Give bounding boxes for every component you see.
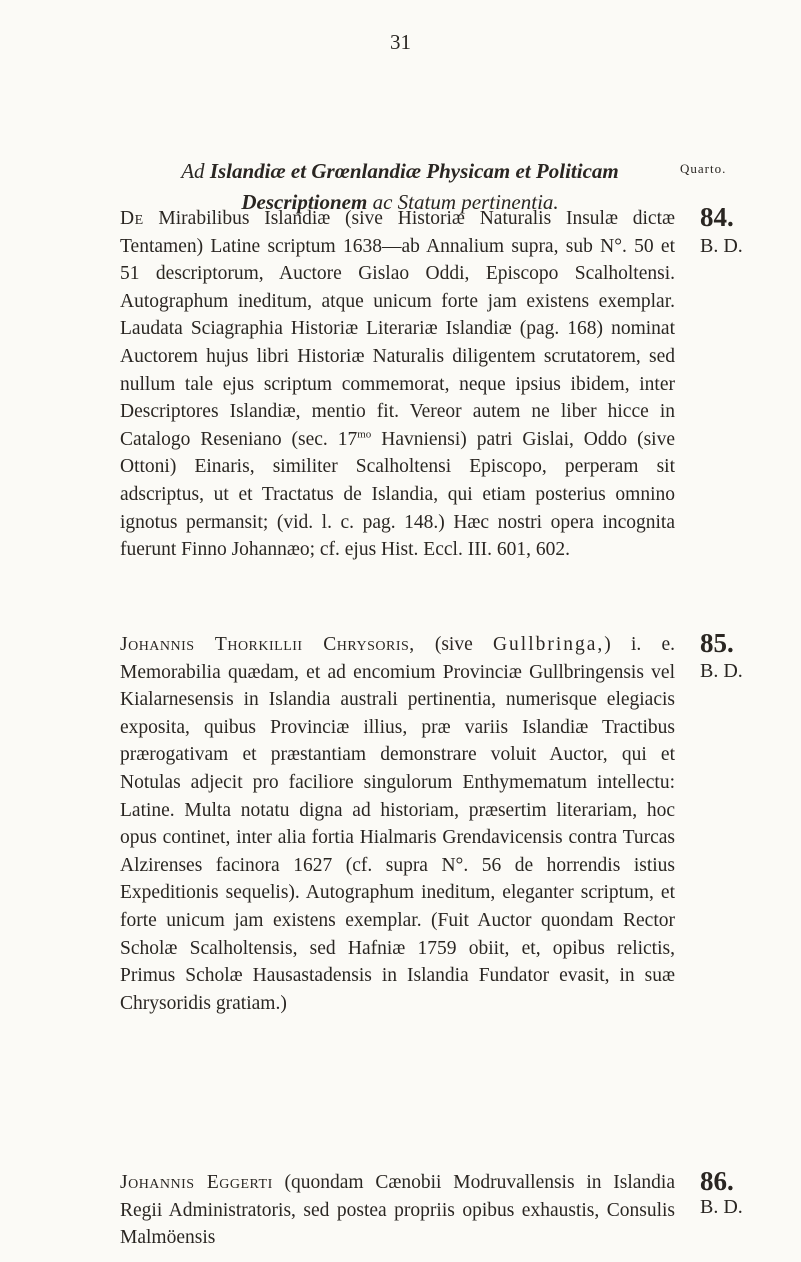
entry-text: (sive [414, 634, 493, 655]
entry-code: B. D. [700, 235, 743, 257]
entry-lead: De [120, 208, 144, 229]
catalog-entry-85 [120, 631, 675, 1017]
entry-superscript: mo [357, 428, 372, 441]
page-number: 31 [390, 30, 411, 54]
entry-lead: Johannis Thorkillii Chrysoris, [120, 634, 415, 655]
heading-suffix: ac Statum pertinentia. [367, 190, 559, 214]
entry-number: 86. [700, 1166, 734, 1196]
catalog-entry-84 [120, 205, 675, 564]
entry-text: Mirabilibus Islandiæ (sive Historiæ Naturalis Insulæ dictæ Tentamen) Latine scriptum 1638—ab Annalium supra, sub N°. 50 et 51 descriptorum, Auctore Gislao Oddi, Episcopo Scalholtensi. Autographum ineditum, atque unicum forte jam existens exemplar. Laudata Sciagraphia Historiæ Literariæ Islandiæ (pag. 168) nominat Auctorem hujus libri Historiæ Naturalis diligentem scrutatorem, sed nullum tale ejus scriptum commemorat, neque ipsius ibidem, inter Descriptores Islandiæ, mentio fit. Vereor autem ne liber hicce in Catalogo Reseniano (sec. 17 [120, 208, 675, 450]
entry-lead: Johannis Eggerti [120, 1172, 273, 1193]
entry-number: 85. [700, 628, 734, 658]
entry-code: B. D. [700, 660, 743, 682]
heading-prefix: Ad [181, 159, 210, 183]
entry-code: B. D. [700, 1196, 743, 1218]
entry-text-continued: Havniensi) patri Gislai, Oddo (sive Ottoni) Einaris, similiter Scalholtensi Episcopo, perperam sit adscriptus, ut et Tractatus de Islandia, qui etiam posterius omnino ignotus permansit; (vid. l. c. pag. 148.) Hæc nostri opera incognita fuerunt Finno Johannæo; cf. ejus Hist. Eccl. III. 601, 602. [120, 428, 675, 561]
entry-text-continued: ) i. e. Memorabilia quædam, et ad encomium Provinciæ Gullbringensis vel Kialarnesensis in Islandia australi pertinentia, numerisque elegiacis exposita, quibus Provinciæ illius, præ variis Islandiæ Tractibus prærogativam et præstantiam demonstrare voluit Auctor, qui et Notulas adjecit pro faciliore singulorum Enthymematum intellectu: Latine. Multa notatu digna ad historiam, præsertim literariam, hoc opus continet, inter alia fortia Hialmaris Grendavicensis contra Turcas Alzirenses facinora 1627 (cf. supra N°. 56 de horrendis istius Expeditionis sequelis). Autographum ineditum, eleganter scriptum, et forte unicum jam existens exemplar. (Fuit Auctor quondam Rector Scholæ Scalholtensis, sed Hafniæ 1759 obiit, et, opibus relictis, Primus Scholæ Hausastadensis in Islandia Fundator evasit, in suæ Chrysoridis gratiam.) [120, 634, 675, 1014]
entry-number: 84. [700, 202, 734, 232]
entry-spaced-title: Gullbringa, [492, 634, 605, 655]
format-label: Quarto. [680, 161, 727, 176]
catalog-entry-86 [120, 1169, 675, 1252]
entry-text: (quondam Cænobii Modruvallensis in Islandia Regii Administratoris, sed postea propriis opibus exhaustis, Consulis Malmöensis [120, 1172, 676, 1249]
heading-title: Islandiæ et Grœnlandiæ Physicam et Politicam Descriptionem [209, 159, 619, 214]
